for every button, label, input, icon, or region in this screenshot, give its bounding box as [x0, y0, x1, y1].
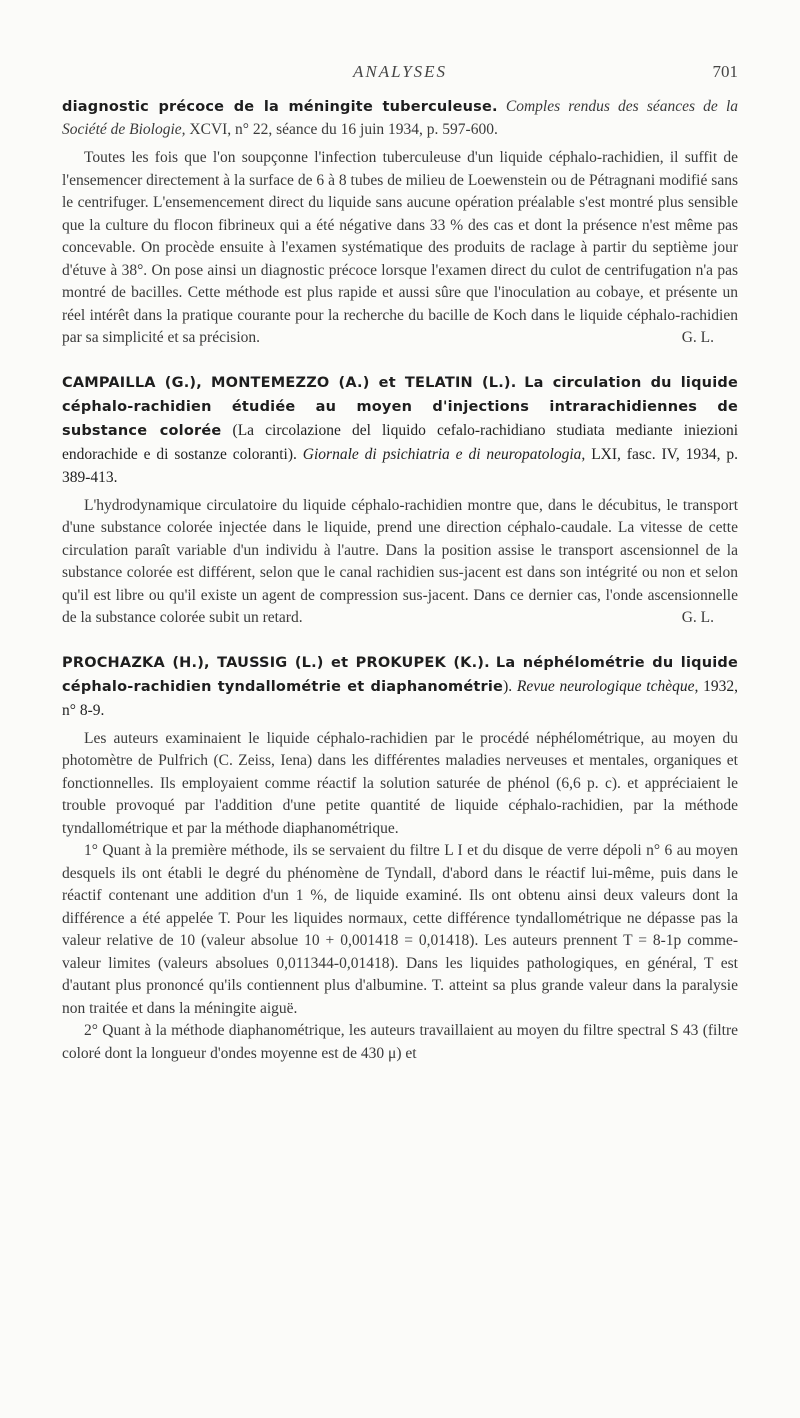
article-2-reference: 1932, n° 8-9.	[62, 677, 738, 719]
article-0-citation	[62, 96, 738, 141]
article-0-signature: G. L.	[681, 329, 714, 346]
article-1-title: La circulation du liquide céphalo-rachidien étudiée au moyen d'injections intrarachidiennes de substance colorée	[62, 374, 738, 439]
article-0-paragraph	[62, 147, 738, 350]
article-2-paragraph-1: Les auteurs examinaient le liquide céphalo-rachidien par le procédé néphélométrique, au moyen du photomètre de Pulfrich (C. Zeiss, Iena) dans les différentes maladies nerveuses et mentales, organiques et fonctionnelles. Ils employaient comme réactif la solution saturée de phénol (6,6 p. c). et appréciaient le trouble provoqué par l'addition d'une petite quantité de liquide céphalo-rachidien, par la méthode tyndallométrique et par la méthode diaphanométrique.	[62, 729, 738, 837]
article-2-title: La néphélométrie du liquide céphalo-rachidien tyndallométrie et diaphanométrie	[62, 654, 739, 695]
article-1-translation: (La circolazione del liquido cefalo-rachidiano studiata mediante iniezioni endorachide e di sostanze coloranti).	[62, 421, 739, 463]
article-2-paragraph-3: 2° Quant à la méthode diaphanométrique, les auteurs travaillaient au moyen du filtre spectral S 43 (filtre coloré dont la longueur d'ondes moyenne est de 430 μ) et	[62, 1022, 738, 1062]
article-0-source: Comples rendus des séances de la Société de Biologie,	[62, 98, 738, 138]
article-1-heading	[62, 371, 738, 489]
article-2-journal: Revue neurologique tchèque,	[516, 677, 699, 695]
article-1-body: L'hydrodynamique circulatoire du liquide céphalo-rachidien montre que, dans le décubitus, le transport d'une substance colorée injectée dans le liquide, prend une direction céphalo-caudale. La vitesse de cette circulation paraît variable d'un individu à l'autre. Dans la position assise le transport ascensionnel de la substance colorée est différent, selon que le canal rachidien sus-jacent est dans son intégrité ou non et selon qu'il est libre ou qu'il existe un agent de compression sus-jacent. Dans ce dernier cas, l'onde ascensionnelle de la substance colorée subit un retard.	[62, 496, 738, 626]
running-head	[0, 58, 800, 88]
article-0-body: Toutes les fois que l'on soupçonne l'infection tuberculeuse d'un liquide céphalo-rachidien, il suffit de l'ensemencer directement à la surface de 6 à 8 tubes de milieu de Loewenstein ou de Pétragnani modifié sans le centrifuger. L'ensemencement direct du liquide sans aucune opération préalable s'est montré plus sensible que la culture du flocon fibrineux qui a été négative dans 33 % des cas et dont la présence n'est même pas concevable. On procède ensuite à l'examen systématique des produits de raclage à partir du septième jour d'étuve à 38°. On pose ainsi un diagnostic précoce lorsque l'examen direct du culot de centrifugation n'a pas montré de bacilles. Cette méthode est plus rapide et aussi sûre que l'inoculation au cobaye, et présente un réel intérêt dans la pratique courante pour la recherche du bacille de Koch dans le liquide céphalo-rachidien par sa simplicité et sa précision.	[62, 149, 738, 346]
article-1-authors: CAMPAILLA (G.), MONTEMEZZO (A.) et TELATIN (L.).	[62, 374, 517, 391]
running-title: ANALYSES	[352, 62, 448, 81]
article-1-journal: Giornale di psichiatria e di neuropatologia,	[302, 445, 586, 463]
article-1-reference: LXI, fasc. IV, 1934, p. 389-413.	[62, 445, 739, 486]
article-1-signature: G. L.	[681, 609, 714, 626]
article-2-title-end: ).	[503, 677, 513, 695]
article-2-heading	[62, 651, 738, 722]
page-number: 701	[712, 62, 738, 81]
article-1-paragraph	[62, 495, 738, 630]
article-0-reference: XCVI, n° 22, séance du 16 juin 1934, p. 597-600.	[189, 120, 498, 138]
page-body	[62, 96, 738, 1065]
article-2-authors: PROCHAZKA (H.), TAUSSIG (L.) et PROKUPEK (K.).	[62, 654, 490, 671]
article-2-paragraph-2: 1° Quant à la première méthode, ils se servaient du filtre L I et du disque de verre dépoli n° 6 au moyen desquels ils ont établi le degré du phénomène de Tyndall, d'abord dans le réactif lui-même, puis dans le réactif contenant une addition d'un 1 %, de liquide examiné. Ils ont obtenu ainsi deux valeurs dont la différence a été appelée T. Pour les liquides normaux, cette différence tyndallométrique ne dépasse pas la valeur relative de 10 (valeur absolue 10 + 0,001418 = 0,01418). Les auteurs prennent T = 8-1p comme-valeur limites (valeurs absolues 0,011344-0,01418). Dans les liquides pathologiques, en général, T est d'autant plus prononcé qu'ils contiennent plus d'albumine. T. atteint sa plus grande valeur dans la paralysie non traitée et dans la méningite aiguë.	[62, 842, 738, 1017]
article-0-title: diagnostic précoce de la méningite tuberculeuse.	[62, 99, 498, 115]
